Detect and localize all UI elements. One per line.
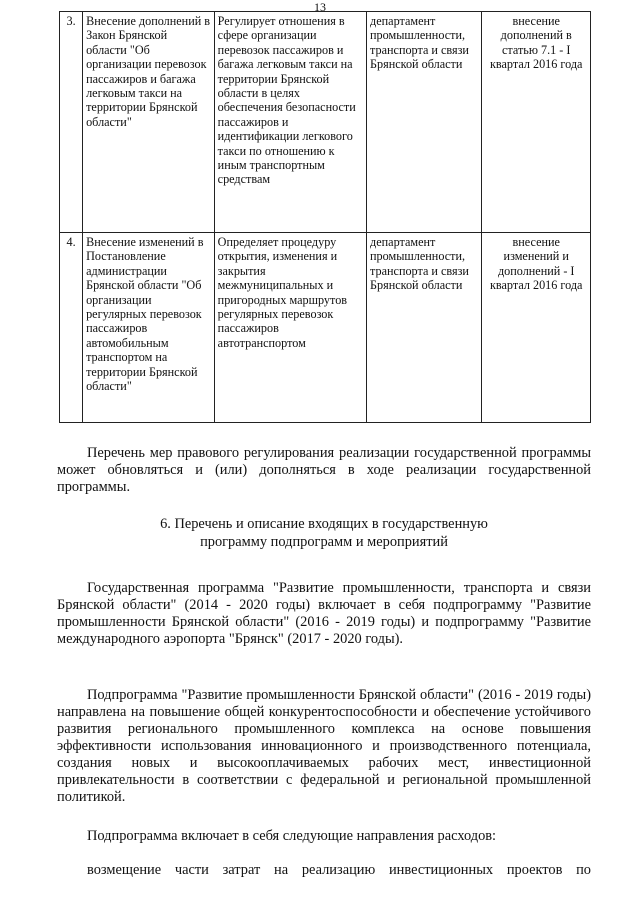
measure-executor: департамент промышленности, транспорта и связи Брянской области — [367, 12, 482, 233]
row-number: 3. — [60, 12, 83, 233]
section-heading-line-1: 6. Перечень и описание входящих в государственную — [160, 516, 488, 532]
measure-name: Внесение дополнений в Закон Брянской области "Об организации перевозок пассажиров и багажа легковым такси на территории Брянской области" — [83, 12, 215, 233]
paragraph-expense-directions: Подпрограмма включает в себя следующие направления расходов: — [87, 828, 497, 844]
section-heading-line-2: программу подпрограмм и мероприятий — [200, 534, 448, 550]
measure-term: внесение дополнений в статью 7.1 - I квартал 2016 года — [482, 12, 591, 233]
measure-term: внесение изменений и дополнений - I квартал 2016 года — [482, 233, 591, 423]
measure-executor: департамент промышленности, транспорта и связи Брянской области — [367, 233, 482, 423]
measure-content: Регулирует отношения в сфере организации перевозок пассажиров и багажа легковым такси на территории Брянской области в целях обеспечения безопасности пассажиров и идентификации легкового такси по отношению к иным транспортным средствам — [214, 12, 366, 233]
paragraph-program-overview: Государственная программа "Развитие промышленности, транспорта и связи Брянской области" (2014 - 2020 годы) включает в себя подпрограмму "Развитие промышленности Брянской области" (2016 - 2019 годы) и подпрограмму "Развитие международного аэропорта "Брянск" (2017 - 2020 годы). — [57, 580, 591, 647]
measure-name: Внесение изменений в Постановление администрации Брянской области "Об организации регулярных перевозок пассажиров автомобильным транспортом на территории Брянской области" — [83, 233, 215, 423]
table-row — [60, 12, 591, 233]
paragraph-subprogram-industry: Подпрограмма "Развитие промышленности Брянской области" (2016 - 2019 годы) направлена на повышение общей конкурентоспособности и обеспечение устойчивого развития регионального промышленного комплекса на основе повышения эффективности использования инновационного и производственного потенциала, создания новых и высокооплачиваемых рабочих мест, инвестиционной привлекательности в соответствии с федеральной и региональной промышленной политикой. — [57, 687, 591, 805]
page-number: 13 — [314, 0, 326, 14]
row-number: 4. — [60, 233, 83, 423]
table-row — [60, 233, 591, 423]
paragraph-legal-measures: Перечень мер правового регулирования реализации государственной программы может обновляться и (или) дополняться в ходе реализации государственной программы. — [57, 445, 591, 495]
legal-measures-table — [59, 11, 591, 423]
measure-content: Определяет процедуру открытия, изменения и закрытия межмуниципальных и пригородных маршрутов регулярных перевозок пассажиров автотранспортом — [214, 233, 366, 423]
paragraph-expense-item: возмещение части затрат на реализацию инвестиционных проектов по — [87, 862, 591, 878]
